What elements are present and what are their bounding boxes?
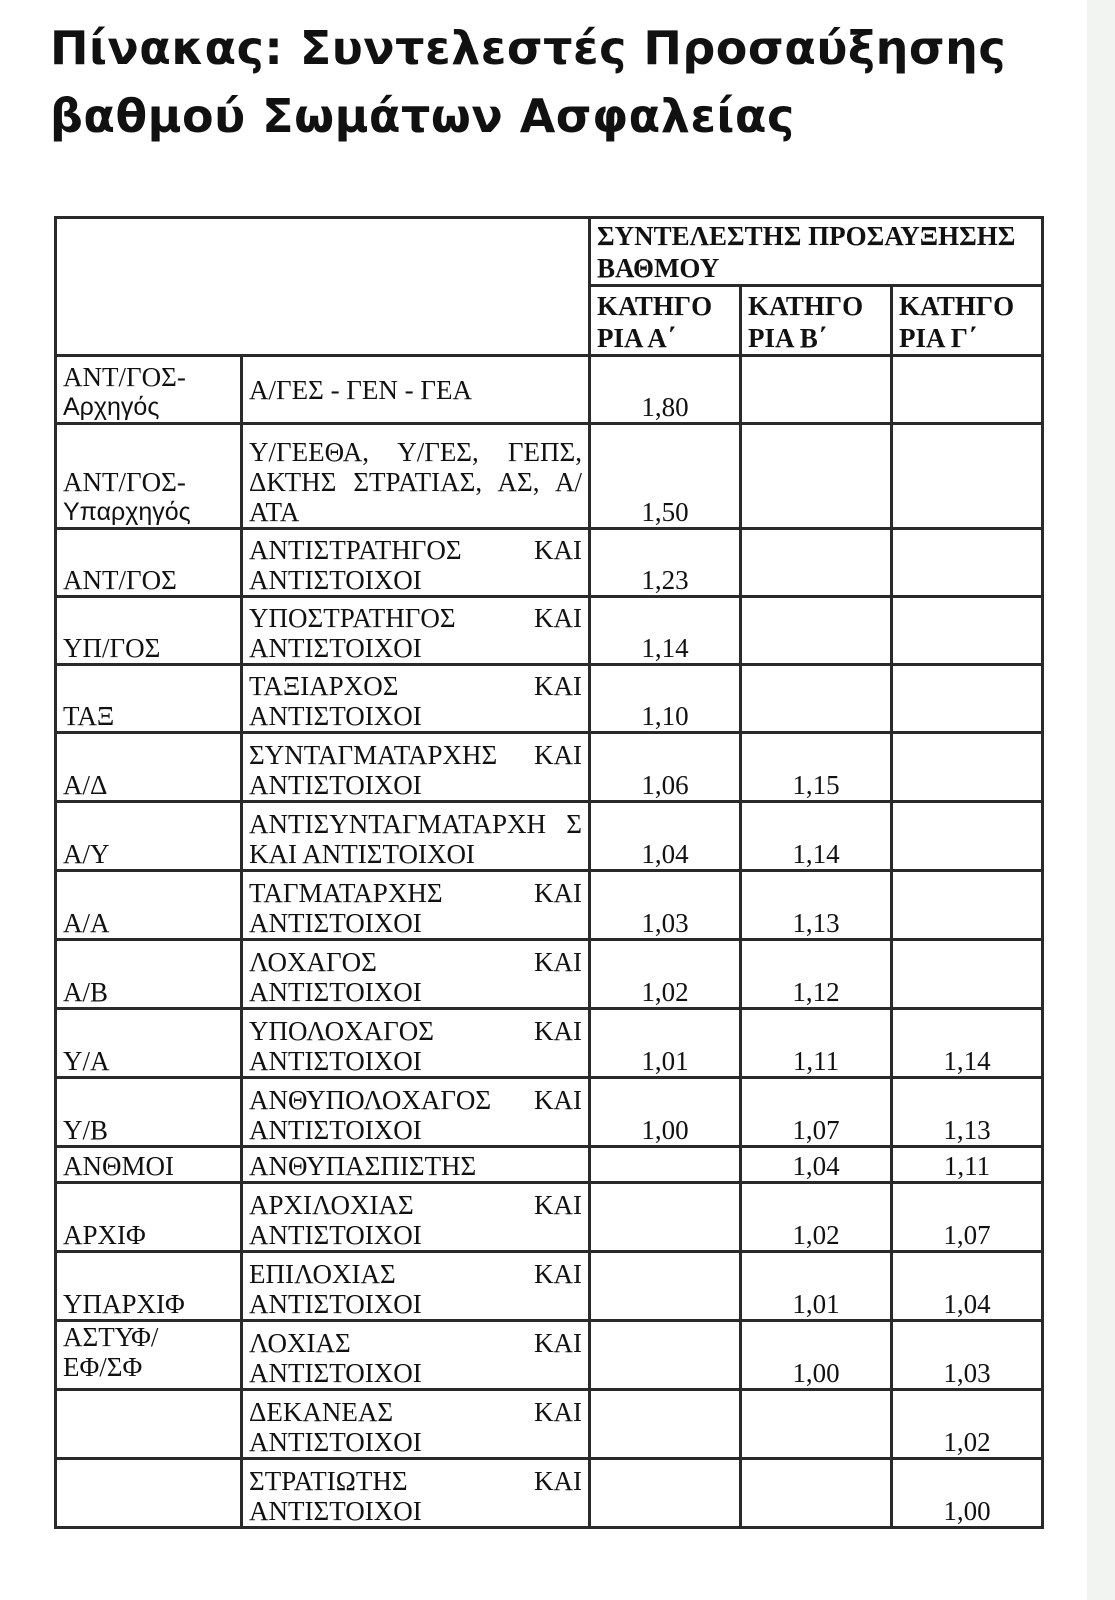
category-b-value: 1,15	[741, 733, 892, 802]
header-category-a: ΚΑΤΗΓΟ ΡΙΑ Α΄	[590, 286, 741, 356]
category-c-value: 1,13	[892, 1078, 1043, 1147]
rank-cell: Α/Δ	[56, 733, 242, 802]
category-b-value: 1,13	[741, 871, 892, 940]
category-c-value: 1,00	[892, 1459, 1043, 1528]
table-row	[56, 597, 1043, 665]
category-a-value	[590, 1321, 741, 1390]
rank-cell: ΥΠ/ΓΟΣ	[56, 597, 242, 665]
category-b-value: 1,00	[741, 1321, 892, 1390]
category-c-value: 1,04	[892, 1252, 1043, 1321]
category-a-value: 1,03	[590, 871, 741, 940]
rank-line: Αρχηγός	[63, 393, 160, 421]
category-b-value: 1,02	[741, 1183, 892, 1252]
description-cell: ΑΝΤΙΣΥΝΤΑΓΜΑΤΑΡΧΗ Σ ΚΑΙ ΑΝΤΙΣΤΟΙΧΟΙ	[242, 802, 590, 871]
description-cell: Α/ΓΕΣ - ΓΕΝ - ΓΕΑ	[242, 356, 590, 424]
description-cell: ΤΑΞΙΑΡΧΟΣ ΚΑΙ ΑΝΤΙΣΤΟΙΧΟΙ	[242, 665, 590, 733]
category-b-value	[741, 665, 892, 733]
category-a-value	[590, 1252, 741, 1321]
category-b-value	[741, 529, 892, 597]
category-a-value: 1,50	[590, 424, 741, 529]
table-row	[56, 1459, 1043, 1528]
rank-cell	[56, 1321, 242, 1390]
category-c-value: 1,14	[892, 1009, 1043, 1078]
description-cell: ΕΠΙΛΟΧΙΑΣ ΚΑΙ ΑΝΤΙΣΤΟΙΧΟΙ	[242, 1252, 590, 1321]
rank-cell: ΥΠΑΡΧΙΦ	[56, 1252, 242, 1321]
category-a-value: 1,01	[590, 1009, 741, 1078]
category-b-value: 1,11	[741, 1009, 892, 1078]
category-a-value: 1,23	[590, 529, 741, 597]
category-b-value: 1,04	[741, 1147, 892, 1183]
description-cell: ΛΟΧΙΑΣ ΚΑΙ ΑΝΤΙΣΤΟΙΧΟΙ	[242, 1321, 590, 1390]
table-header-row	[56, 218, 1043, 286]
rank-cell: ΤΑΞ	[56, 665, 242, 733]
description-cell: Υ/ΓΕΕΘΑ, Υ/ΓΕΣ, ΓΕΠΣ, ΔΚΤΗΣ ΣΤΡΑΤΙΑΣ, ΑΣ, Α/ΑΤΑ	[242, 424, 590, 529]
rank-cell: Υ/Α	[56, 1009, 242, 1078]
table-row	[56, 1078, 1043, 1147]
description-cell: ΑΝΤΙΣΤΡΑΤΗΓΟΣ ΚΑΙ ΑΝΤΙΣΤΟΙΧΟΙ	[242, 529, 590, 597]
table-row	[56, 1321, 1043, 1390]
table-row	[56, 529, 1043, 597]
rank-line: ΑΝΤ/ΓΟΣ-	[63, 467, 186, 497]
category-c-value	[892, 597, 1043, 665]
description-cell: ΑΝΘΥΠΑΣΠΙΣΤΗΣ	[242, 1147, 590, 1183]
category-c-value	[892, 733, 1043, 802]
rank-cell: Α/Α	[56, 871, 242, 940]
header-empty-cell	[56, 218, 590, 356]
category-c-value: 1,03	[892, 1321, 1043, 1390]
description-cell: ΣΥΝΤΑΓΜΑΤΑΡΧΗΣ ΚΑΙ ΑΝΤΙΣΤΟΙΧΟΙ	[242, 733, 590, 802]
category-b-value	[741, 356, 892, 424]
header-category-b: ΚΑΤΗΓΟ ΡΙΑ Β΄	[741, 286, 892, 356]
category-c-value: 1,11	[892, 1147, 1043, 1183]
category-c-value	[892, 802, 1043, 871]
rank-cell	[56, 1459, 242, 1528]
description-cell: ΥΠΟΛΟΧΑΓΟΣ ΚΑΙ ΑΝΤΙΣΤΟΙΧΟΙ	[242, 1009, 590, 1078]
category-a-value: 1,10	[590, 665, 741, 733]
header-coefficient-title: ΣΥΝΤΕΛΕΣΤΗΣ ΠΡΟΣΑΥΞΗΣΗΣ ΒΑΘΜΟΥ	[590, 218, 1043, 286]
rank-cell	[56, 356, 242, 424]
rank-cell: ΑΝΘΜΟΙ	[56, 1147, 242, 1183]
table-row	[56, 356, 1043, 424]
category-a-value: 1,02	[590, 940, 741, 1009]
category-b-value: 1,12	[741, 940, 892, 1009]
category-a-value	[590, 1390, 741, 1459]
category-c-value: 1,07	[892, 1183, 1043, 1252]
category-a-value	[590, 1459, 741, 1528]
description-cell: ΑΝΘΥΠΟΛΟΧΑΓΟΣ ΚΑΙ ΑΝΤΙΣΤΟΙΧΟΙ	[242, 1078, 590, 1147]
category-b-value: 1,07	[741, 1078, 892, 1147]
rank-line: ΑΣΤΥΦ/	[63, 1322, 159, 1352]
table-row	[56, 1252, 1043, 1321]
rank-cell: Υ/Β	[56, 1078, 242, 1147]
description-cell: ΤΑΓΜΑΤΑΡΧΗΣ ΚΑΙ ΑΝΤΙΣΤΟΙΧΟΙ	[242, 871, 590, 940]
table-row	[56, 802, 1043, 871]
category-a-value: 1,06	[590, 733, 741, 802]
table-row	[56, 871, 1043, 940]
category-b-value	[741, 597, 892, 665]
rank-line: ΑΝΤ/ΓΟΣ-	[63, 362, 186, 392]
table-row	[56, 1390, 1043, 1459]
category-c-value	[892, 529, 1043, 597]
category-b-value	[741, 1459, 892, 1528]
table-row	[56, 665, 1043, 733]
description-cell: ΔΕΚΑΝΕΑΣ ΚΑΙ ΑΝΤΙΣΤΟΙΧΟΙ	[242, 1390, 590, 1459]
category-a-value	[590, 1147, 741, 1183]
category-b-value: 1,01	[741, 1252, 892, 1321]
rank-cell: ΑΡΧΙΦ	[56, 1183, 242, 1252]
header-category-c: ΚΑΤΗΓΟ ΡΙΑ Γ΄	[892, 286, 1043, 356]
rank-cell	[56, 1390, 242, 1459]
rank-cell: Α/Υ	[56, 802, 242, 871]
table-row	[56, 1009, 1043, 1078]
rank-cell: Α/Β	[56, 940, 242, 1009]
category-c-value	[892, 871, 1043, 940]
category-a-value	[590, 1183, 741, 1252]
table-row	[56, 733, 1043, 802]
category-c-value	[892, 665, 1043, 733]
right-edge-strip	[1087, 0, 1115, 1600]
category-b-value	[741, 1390, 892, 1459]
table-row	[56, 424, 1043, 529]
rank-line: Υπαρχηγός	[63, 498, 191, 526]
category-b-value: 1,14	[741, 802, 892, 871]
rank-cell	[56, 424, 242, 529]
category-a-value: 1,80	[590, 356, 741, 424]
category-a-value: 1,00	[590, 1078, 741, 1147]
table-row	[56, 940, 1043, 1009]
category-b-value	[741, 424, 892, 529]
description-cell: ΛΟΧΑΓΟΣ ΚΑΙ ΑΝΤΙΣΤΟΙΧΟΙ	[242, 940, 590, 1009]
category-c-value: 1,02	[892, 1390, 1043, 1459]
description-cell: ΣΤΡΑΤΙΩΤΗΣ ΚΑΙ ΑΝΤΙΣΤΟΙΧΟΙ	[242, 1459, 590, 1528]
category-a-value: 1,04	[590, 802, 741, 871]
coefficient-table	[54, 216, 1044, 1529]
category-c-value	[892, 424, 1043, 529]
description-cell: ΑΡΧΙΛΟΧΙΑΣ ΚΑΙ ΑΝΤΙΣΤΟΙΧΟΙ	[242, 1183, 590, 1252]
table-row	[56, 1183, 1043, 1252]
category-a-value: 1,14	[590, 597, 741, 665]
page-title: Πίνακας: Συντελεστές Προσαύξησης βαθμού Σωμάτων Ασφαλείας	[50, 21, 1007, 143]
category-c-value	[892, 940, 1043, 1009]
table-row	[56, 1147, 1043, 1183]
rank-line: ΕΦ/ΣΦ	[63, 1352, 143, 1382]
rank-cell: ΑΝΤ/ΓΟΣ	[56, 529, 242, 597]
category-c-value	[892, 356, 1043, 424]
description-cell: ΥΠΟΣΤΡΑΤΗΓΟΣ ΚΑΙ ΑΝΤΙΣΤΟΙΧΟΙ	[242, 597, 590, 665]
